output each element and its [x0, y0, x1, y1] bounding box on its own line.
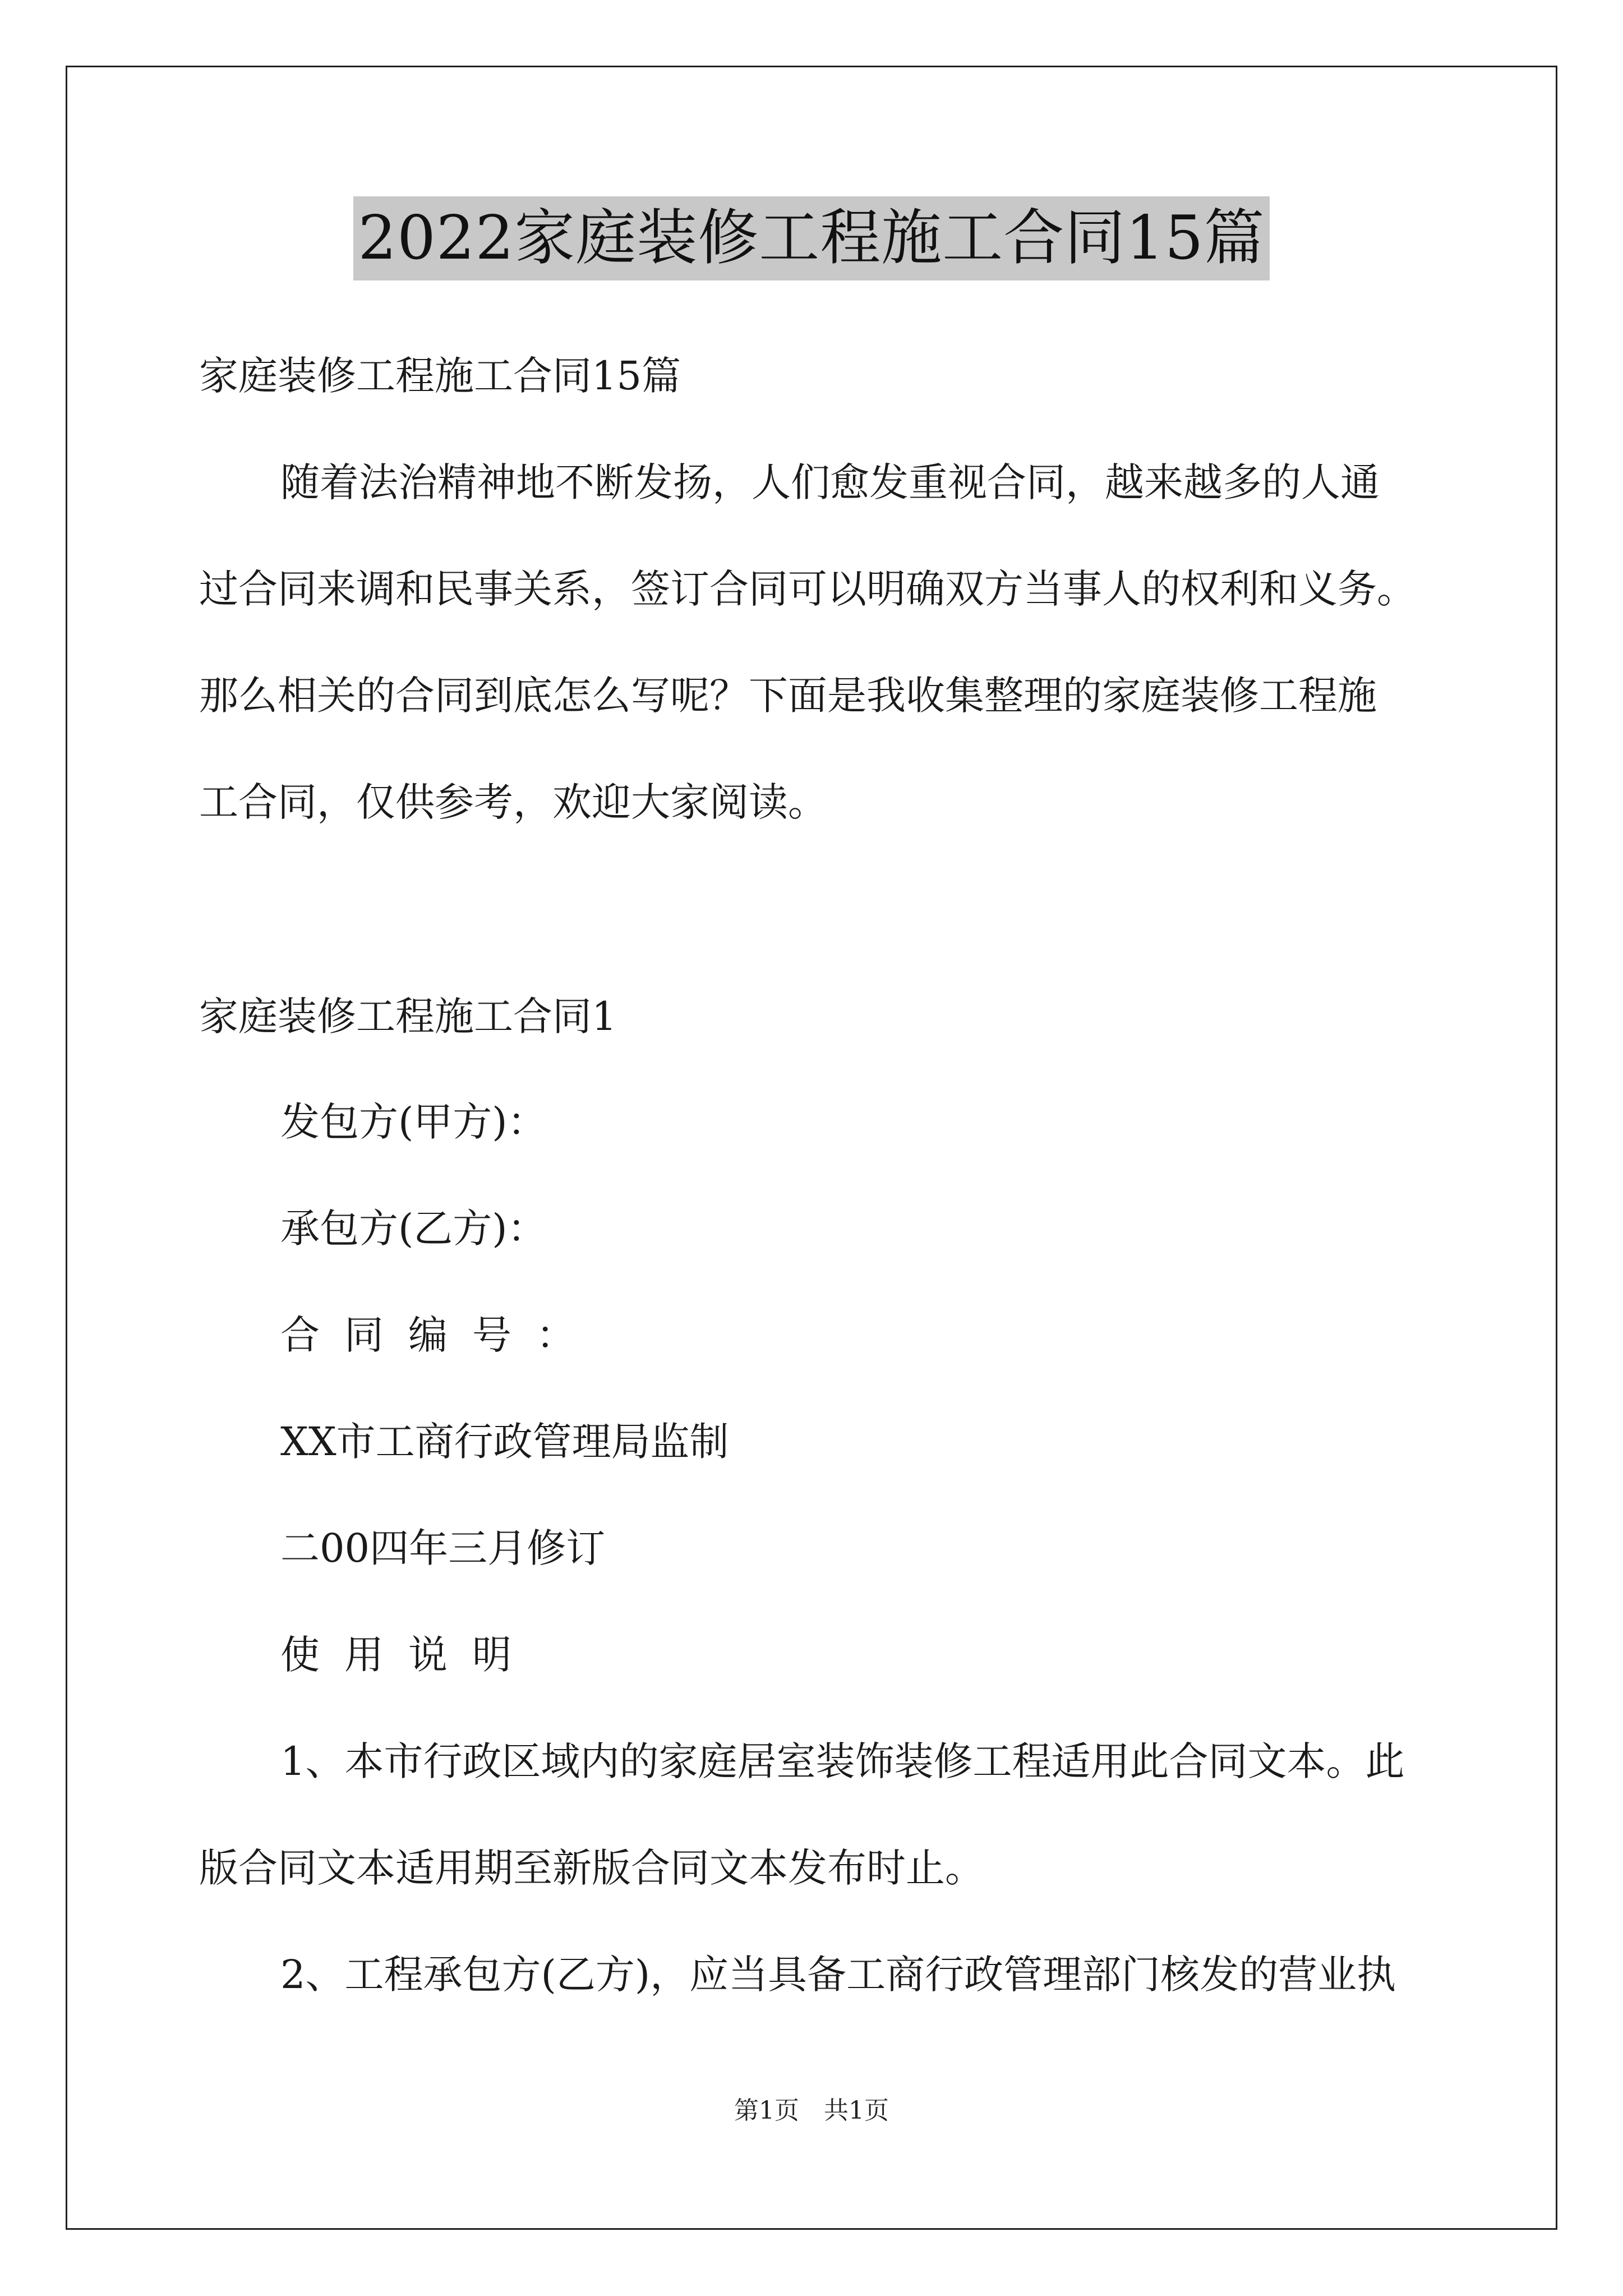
supervisor-line: XX市工商行政管理局监制 — [280, 1419, 729, 1465]
document-subtitle: 家庭装修工程施工合同15篇 — [199, 353, 681, 399]
intro-line-3: 那么相关的合同到底怎么写呢？下面是我收集整理的家庭装修工程施 — [199, 673, 1377, 719]
intro-line-2: 过合同来调和民事关系，签订合同可以明确双方当事人的权利和义务。 — [199, 566, 1416, 612]
instruction-1-line-2: 版合同文本适用期至新版合同文本发布时止。 — [199, 1845, 984, 1891]
page-footer: 第1页 共1页 — [734, 2096, 889, 2125]
instructions-heading: 使用说明 — [280, 1632, 536, 1678]
contract-number-field: 合同编号： — [280, 1312, 600, 1358]
title-container — [0, 196, 1623, 280]
instruction-1-line-1: 1、本市行政区域内的家庭居室装饰装修工程适用此合同文本。此 — [280, 1738, 1405, 1784]
section-heading: 家庭装修工程施工合同1 — [199, 993, 617, 1039]
intro-line-4: 工合同，仅供参考，欢迎大家阅读。 — [199, 779, 827, 825]
party-b-field: 承包方(乙方)： — [280, 1205, 547, 1251]
revision-line: 二00四年三月修订 — [280, 1525, 606, 1571]
instruction-2-line-1: 2、工程承包方(乙方)，应当具备工商行政管理部门核发的营业执 — [280, 1952, 1396, 1998]
intro-line-1: 随着法治精神地不断发扬，人们愈发重视合同，越来越多的人通 — [280, 459, 1380, 505]
party-a-field: 发包方(甲方)： — [280, 1099, 547, 1145]
document-title: 2022家庭装修工程施工合同15篇 — [353, 196, 1269, 280]
